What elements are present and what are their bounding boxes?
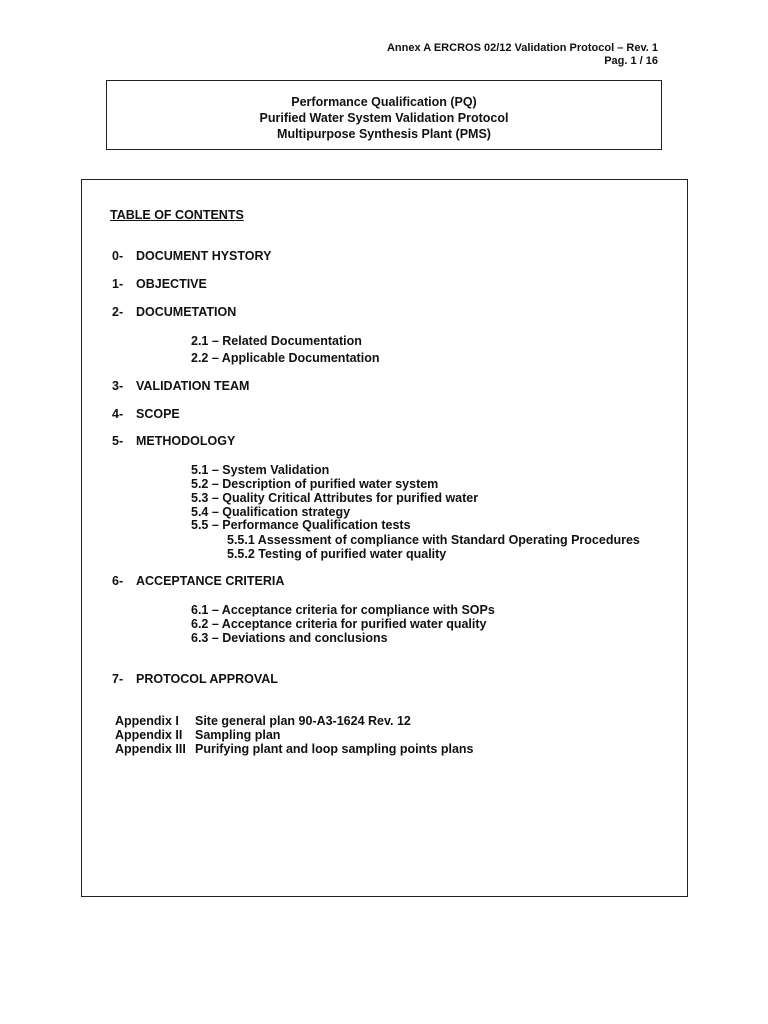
title-line-3: Multipurpose Synthesis Plant (PMS) [277, 127, 491, 141]
toc-section-2-number: 2- [112, 305, 124, 319]
toc-item-5-1: 5.1 – System Validation [191, 463, 330, 477]
toc-item-5-2: 5.2 – Description of purified water system [191, 477, 439, 491]
toc-section-3-label: VALIDATION TEAM [136, 379, 250, 393]
table-of-contents-box [81, 179, 688, 897]
toc-item-6-1: 6.1 – Acceptance criteria for compliance with SOPs [191, 603, 495, 617]
toc-item-2-2: 2.2 – Applicable Documentation [191, 351, 380, 365]
appendix-2-text: Sampling plan [195, 728, 281, 742]
toc-item-5-4: 5.4 – Qualification strategy [191, 505, 351, 519]
title-box [106, 80, 662, 150]
appendix-1-text: Site general plan 90-A3-1624 Rev. 12 [195, 714, 411, 728]
toc-section-4-label: SCOPE [136, 407, 180, 421]
title-line-1: Performance Qualification (PQ) [291, 95, 477, 109]
title-line-2: Purified Water System Validation Protocol [259, 111, 509, 125]
toc-section-6-number: 6- [112, 574, 124, 588]
toc-item-5-5-2: 5.5.2 Testing of purified water quality [227, 547, 447, 561]
page-header [387, 42, 658, 68]
toc-section-1-label: OBJECTIVE [136, 277, 207, 291]
toc-heading: TABLE OF CONTENTS [110, 208, 244, 222]
toc-section-5-label: METHODOLOGY [136, 434, 236, 448]
toc-section-4-number: 4- [112, 407, 124, 421]
appendix-3-label: Appendix III [115, 742, 186, 756]
toc-item-6-2: 6.2 – Acceptance criteria for purified water quality [191, 617, 487, 631]
toc-section-7-label: PROTOCOL APPROVAL [136, 672, 278, 686]
appendix-1-label: Appendix I [115, 714, 179, 728]
toc-section-5-number: 5- [112, 434, 124, 448]
toc-section-7-number: 7- [112, 672, 124, 686]
appendix-2-label: Appendix II [115, 728, 183, 742]
toc-item-6-3: 6.3 – Deviations and conclusions [191, 631, 388, 645]
toc-section-1-number: 1- [112, 277, 124, 291]
toc-item-5-3: 5.3 – Quality Critical Attributes for purified water [191, 491, 479, 505]
toc-section-6-label: ACCEPTANCE CRITERIA [136, 574, 285, 588]
appendix-3-text: Purifying plant and loop sampling points plans [195, 742, 474, 756]
header-doc-ref: Annex A ERCROS 02/12 Validation Protocol – Rev. 1 [386, 42, 658, 54]
toc-item-5-5-1: 5.5.1 Assessment of compliance with Standard Operating Procedures [227, 533, 640, 547]
toc-item-5-5: 5.5 – Performance Qualification tests [191, 518, 411, 532]
header-page-number: Pag. 1 / 16 [604, 55, 658, 67]
toc-section-3-number: 3- [112, 379, 124, 393]
toc-item-2-1: 2.1 – Related Documentation [191, 334, 362, 348]
toc-section-0-number: 0- [112, 249, 124, 263]
toc-section-0-label: DOCUMENT HYSTORY [136, 249, 272, 263]
toc-section-2-label: DOCUMETATION [136, 305, 237, 319]
